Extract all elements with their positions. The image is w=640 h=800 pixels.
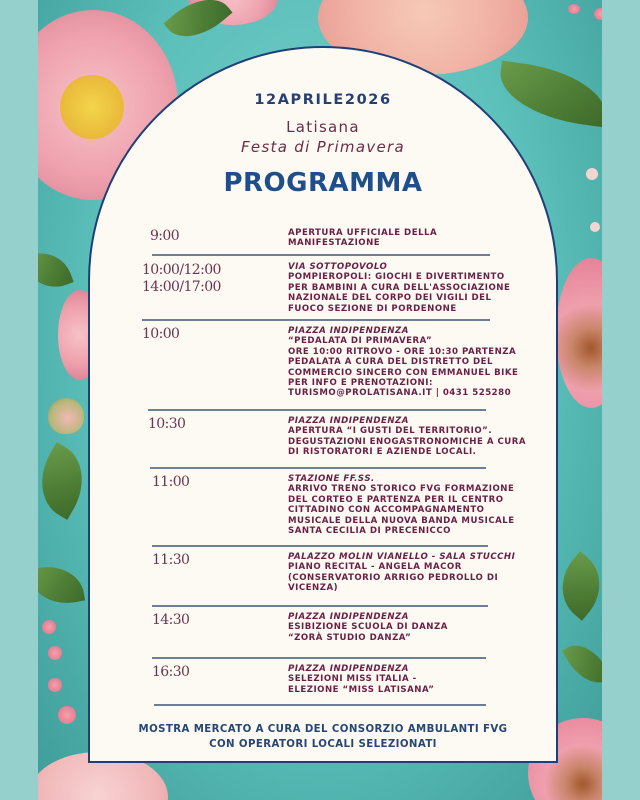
event-line: PER BAMBINI A CURA DELL'ASSOCIAZIONE [288, 282, 511, 293]
event-description [288, 664, 563, 695]
event-line: COMMERCIO SINCERO CON EMMANUEL BIKE [288, 367, 519, 378]
event-line: NAZIONALE DEL CORPO DEI VIGILI DEL [288, 293, 492, 304]
event-line: POMPIEROPOLI: GIOCHI E DIVERTIMENTO [288, 272, 505, 283]
event-location: PIAZZA INDIPENDENZA [288, 326, 409, 336]
event-date: 12APRILE2026 [254, 92, 392, 108]
event-line: FUOCO SEZIONE DI PORDENONE [288, 303, 457, 314]
event-description [288, 612, 563, 643]
divider [142, 319, 490, 321]
event-time-value: 10:00 [142, 326, 180, 342]
event-time-value: 10:00/12:00 [142, 262, 221, 278]
divider [154, 704, 486, 706]
town-name: Latisana [286, 118, 360, 136]
event-line: VICENZA) [288, 583, 339, 594]
event-location: PIAZZA INDIPENDENZA [288, 416, 409, 426]
event-line: PIANO RECITAL - ANGELA MACOR [288, 562, 462, 573]
event-line: MANIFESTAZIONE [288, 238, 381, 249]
market-note-line: MOSTRA MERCATO A CURA DEL CONSORZIO AMBULANTI FVG [138, 724, 508, 735]
event-time [152, 474, 189, 491]
program-arch-card [88, 46, 558, 763]
blossom-top-right-decoration [594, 8, 602, 20]
divider [152, 254, 490, 256]
divider [148, 409, 486, 411]
event-description [288, 416, 563, 458]
event-time-value: 9:00 [150, 228, 180, 244]
event-description [288, 262, 563, 314]
divider [150, 467, 486, 469]
event-line: APERTURA “I GUSTI DEL TERRITORIO”. [288, 426, 493, 437]
blossom-right-decoration [590, 222, 600, 232]
right-frame-bar [602, 0, 640, 800]
event-line: DEGUSTAZIONI ENOGASTRONOMICHE A CURA [288, 436, 527, 447]
event-line: CITTADINO CON ACCOMPAGNAMENTO [288, 505, 485, 516]
event-time-value: 10:30 [148, 416, 186, 432]
event-description [288, 326, 563, 399]
event-time [150, 228, 179, 245]
event-location: STAZIONE FF.SS. [288, 474, 375, 484]
program-heading: PROGRAMMA [223, 168, 423, 198]
event-time-value: 14:00/17:00 [142, 279, 221, 295]
event-line: ORE 10:00 RITROVO - ORE 10:30 PARTENZA [288, 346, 517, 357]
event-line: MUSICALE DELLA NUOVA BANDA MUSICALE [288, 515, 515, 526]
event-line: PER INFO E PRENOTAZIONI: [288, 378, 433, 389]
event-time [152, 552, 189, 569]
event-line: SANTA CECILIA DI PRECENICCO [288, 526, 451, 537]
event-line: SELEZIONI MISS ITALIA - [288, 674, 417, 685]
divider [152, 657, 486, 659]
event-time [152, 612, 189, 629]
leaf-top-left-decoration [163, 0, 232, 51]
event-line: ARRIVO TRENO STORICO FVG FORMAZIONE [288, 484, 515, 495]
leaf-right-lower-decoration [562, 636, 602, 693]
event-time-value: 11:00 [152, 474, 190, 490]
carnation-left-decoration [58, 706, 76, 724]
event-time-value: 14:30 [152, 612, 190, 628]
event-location: PALAZZO MOLIN VIANELLO - SALA STUCCHI [288, 552, 516, 562]
event-location: PIAZZA INDIPENDENZA [288, 664, 409, 674]
event-line: “ZORÀ STUDIO DANZA” [288, 632, 412, 643]
event-line: (CONSERVATORIO ARRIGO PEDROLLO DI [288, 572, 499, 583]
market-note-line: CON OPERATORI LOCALI SELEZIONATI [209, 739, 437, 750]
event-line: APERTURA UFFICIALE DELLA [288, 228, 438, 238]
event-name: Festa di Primavera [240, 138, 406, 156]
carnation-left-decoration [42, 620, 56, 634]
event-line: ELEZIONE “MISS LATISANA” [288, 684, 435, 695]
event-location: VIA SOTTOPOVOLO [288, 262, 388, 272]
event-time-value: 16:30 [152, 664, 190, 680]
event-line: DI RISTORATORI E AZIENDE LOCALI. [288, 447, 477, 458]
event-line: TURISMO@PROLATISANA.IT | 0431 525280 [288, 388, 512, 399]
leaf-left-bottom-decoration [38, 561, 85, 609]
blossom-top-right-decoration [568, 4, 580, 14]
event-time [148, 416, 185, 433]
divider [152, 605, 488, 607]
event-time [152, 664, 189, 681]
poster [38, 0, 602, 800]
event-line: “PEDALATA DI PRIMAVERA” [288, 336, 433, 347]
event-description [288, 474, 563, 536]
left-frame-bar [0, 0, 38, 800]
event-time [142, 262, 221, 296]
leaf-left-decoration [38, 244, 74, 295]
carnation-left-decoration [48, 646, 62, 660]
blossom-right-decoration [586, 168, 598, 180]
event-time [142, 326, 179, 343]
event-description [288, 552, 563, 594]
event-location: PIAZZA INDIPENDENZA [288, 612, 409, 622]
event-description [288, 228, 563, 249]
event-time-value: 11:30 [152, 552, 190, 568]
divider [152, 545, 488, 547]
event-line: DEL CORTEO E PARTENZA PER IL CENTRO [288, 494, 504, 505]
event-line: PEDALATA A CURA DEL DISTRETTO DEL [288, 357, 493, 368]
market-note [90, 722, 556, 752]
event-line: ESIBIZIONE SCUOLA DI DANZA [288, 622, 448, 633]
rosebud-left-decoration [48, 398, 84, 434]
carnation-left-decoration [48, 678, 62, 692]
